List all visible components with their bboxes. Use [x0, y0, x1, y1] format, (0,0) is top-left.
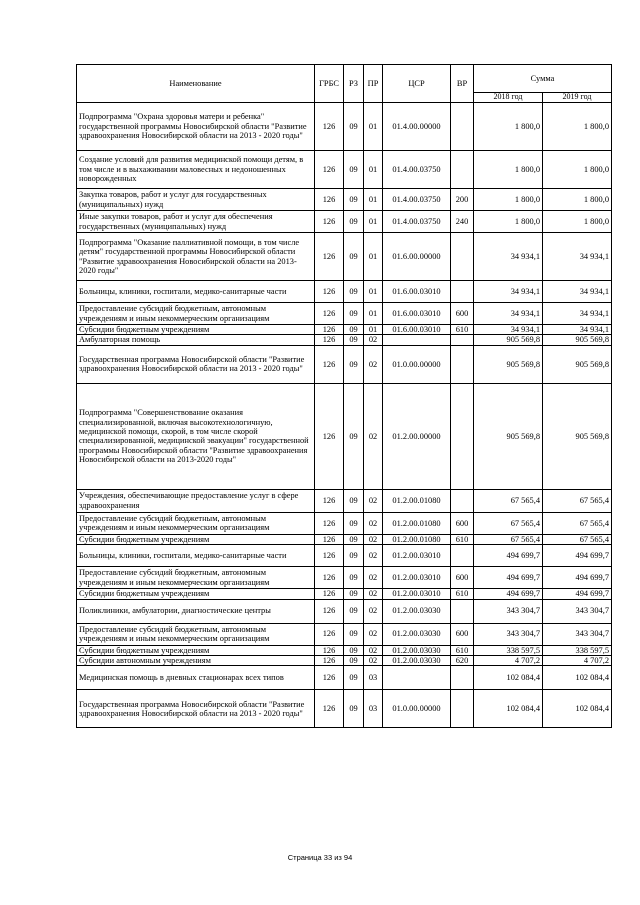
row-csr: 01.6.00.03010 — [383, 303, 451, 325]
row-rz: 09 — [344, 383, 364, 489]
table-row — [77, 325, 612, 335]
row-name: Предоставление субсидий бюджетным, автономным учреждениям и иным некоммерческим организациям — [77, 512, 315, 534]
row-sum-2019: 67 565,4 — [543, 534, 612, 544]
row-name: Медицинская помощь в дневных стационарах всех типов — [77, 666, 315, 690]
table-row — [77, 189, 612, 211]
row-pr: 01 — [364, 151, 383, 189]
row-sum-2019: 67 565,4 — [543, 512, 612, 534]
row-rz: 09 — [344, 281, 364, 303]
row-pr: 02 — [364, 534, 383, 544]
row-rz: 09 — [344, 489, 364, 512]
row-name: Больницы, клиники, госпитали, медико-санитарные части — [77, 545, 315, 567]
row-sum-2018: 494 699,7 — [474, 567, 543, 589]
row-grbs: 126 — [315, 545, 344, 567]
table-row — [77, 345, 612, 383]
row-sum-2019: 67 565,4 — [543, 489, 612, 512]
row-rz: 09 — [344, 656, 364, 666]
row-sum-2018: 1 800,0 — [474, 151, 543, 189]
row-grbs: 126 — [315, 599, 344, 623]
table-row — [77, 656, 612, 666]
row-sum-2019: 1 800,0 — [543, 189, 612, 211]
row-sum-2018: 34 934,1 — [474, 303, 543, 325]
row-sum-2018: 338 597,5 — [474, 645, 543, 655]
header-csr: ЦСР — [383, 65, 451, 103]
row-sum-2018: 67 565,4 — [474, 489, 543, 512]
row-sum-2019: 905 569,8 — [543, 383, 612, 489]
row-vr — [451, 599, 474, 623]
row-pr: 01 — [364, 281, 383, 303]
row-sum-2019: 343 304,7 — [543, 623, 612, 645]
row-sum-2018: 905 569,8 — [474, 335, 543, 345]
table-row — [77, 645, 612, 655]
row-sum-2019: 494 699,7 — [543, 545, 612, 567]
row-name: Амбулаторная помощь — [77, 335, 315, 345]
row-csr: 01.2.00.03010 — [383, 589, 451, 599]
row-csr: 01.2.00.03010 — [383, 545, 451, 567]
row-vr — [451, 383, 474, 489]
row-name: Учреждения, обеспечивающие предоставление услуг в сфере здравоохранения — [77, 489, 315, 512]
row-grbs: 126 — [315, 151, 344, 189]
header-year-2019: 2019 год — [543, 93, 612, 103]
table-row — [77, 383, 612, 489]
row-vr — [451, 690, 474, 728]
row-pr: 02 — [364, 489, 383, 512]
row-csr: 01.4.00.03750 — [383, 151, 451, 189]
row-csr: 01.6.00.03010 — [383, 325, 451, 335]
row-sum-2019: 494 699,7 — [543, 567, 612, 589]
row-name: Субсидии бюджетным учреждениям — [77, 325, 315, 335]
row-rz: 09 — [344, 623, 364, 645]
row-name: Предоставление субсидий бюджетным, автономным учреждениям и иным некоммерческим организациям — [77, 623, 315, 645]
row-grbs: 126 — [315, 656, 344, 666]
row-name: Субсидии бюджетным учреждениям — [77, 534, 315, 544]
row-sum-2019: 1 800,0 — [543, 103, 612, 151]
row-grbs: 126 — [315, 383, 344, 489]
row-pr: 02 — [364, 623, 383, 645]
row-rz: 09 — [344, 335, 364, 345]
row-pr: 02 — [364, 545, 383, 567]
row-csr: 01.4.00.00000 — [383, 103, 451, 151]
table-row — [77, 281, 612, 303]
row-csr — [383, 666, 451, 690]
row-name: Подпрограмма "Оказание паллиативной помощи, в том числе детям" государственной программы Новосибирской области "Развитие здравоохранения Новосибирской области на 2013-2020 годы" — [77, 233, 315, 281]
row-name: Подпрограмма "Совершенствование оказания специализированной, включая высокотехнологичную, медицинской помощи, скорой, в том числе скорой специализированной, медицинской эвакуации" государственной программы Новосибирской области "Развитие здравоохранения Новосибирской области на 2013-2020 годы" — [77, 383, 315, 489]
row-sum-2018: 1 800,0 — [474, 189, 543, 211]
table-body — [77, 103, 612, 728]
table-row — [77, 534, 612, 544]
row-csr: 01.2.00.03030 — [383, 623, 451, 645]
row-csr: 01.6.00.00000 — [383, 233, 451, 281]
row-vr — [451, 335, 474, 345]
header-year-2018: 2018 год — [474, 93, 543, 103]
row-grbs: 126 — [315, 645, 344, 655]
row-grbs: 126 — [315, 345, 344, 383]
row-name: Предоставление субсидий бюджетным, автономным учреждениям и иным некоммерческим организациям — [77, 303, 315, 325]
row-csr: 01.2.00.01080 — [383, 489, 451, 512]
row-pr: 01 — [364, 103, 383, 151]
header-sum: Сумма — [474, 65, 612, 93]
row-sum-2019: 102 084,4 — [543, 666, 612, 690]
row-grbs: 126 — [315, 103, 344, 151]
row-sum-2019: 34 934,1 — [543, 233, 612, 281]
table-row — [77, 545, 612, 567]
row-csr: 01.4.00.03750 — [383, 189, 451, 211]
row-sum-2018: 4 707,2 — [474, 656, 543, 666]
row-pr: 02 — [364, 383, 383, 489]
row-sum-2018: 102 084,4 — [474, 690, 543, 728]
row-sum-2018: 1 800,0 — [474, 103, 543, 151]
row-csr: 01.0.00.00000 — [383, 345, 451, 383]
row-csr: 01.2.00.00000 — [383, 383, 451, 489]
row-pr: 01 — [364, 189, 383, 211]
row-csr: 01.2.00.01080 — [383, 512, 451, 534]
row-csr: 01.4.00.03750 — [383, 211, 451, 233]
row-rz: 09 — [344, 690, 364, 728]
row-name: Больницы, клиники, госпитали, медико-санитарные части — [77, 281, 315, 303]
header-vr: ВР — [451, 65, 474, 103]
row-grbs: 126 — [315, 335, 344, 345]
table-row — [77, 512, 612, 534]
row-vr: 620 — [451, 656, 474, 666]
table-row — [77, 335, 612, 345]
row-grbs: 126 — [315, 189, 344, 211]
row-pr: 01 — [364, 233, 383, 281]
budget-table — [76, 64, 612, 728]
row-vr: 610 — [451, 534, 474, 544]
row-name: Предоставление субсидий бюджетным, автономным учреждениям и иным некоммерческим организациям — [77, 567, 315, 589]
row-vr — [451, 233, 474, 281]
table-row — [77, 233, 612, 281]
row-pr: 02 — [364, 512, 383, 534]
row-sum-2018: 34 934,1 — [474, 233, 543, 281]
row-name: Субсидии бюджетным учреждениям — [77, 589, 315, 599]
table-header — [77, 65, 612, 103]
row-sum-2019: 338 597,5 — [543, 645, 612, 655]
row-pr: 02 — [364, 589, 383, 599]
row-csr: 01.2.00.03030 — [383, 656, 451, 666]
row-name: Государственная программа Новосибирской области "Развитие здравоохранения Новосибирской области на 2013 - 2020 годы" — [77, 345, 315, 383]
row-rz: 09 — [344, 303, 364, 325]
row-name: Поликлиники, амбулатории, диагностические центры — [77, 599, 315, 623]
row-vr — [451, 281, 474, 303]
row-vr: 600 — [451, 303, 474, 325]
row-sum-2019: 494 699,7 — [543, 589, 612, 599]
row-pr: 02 — [364, 599, 383, 623]
row-pr: 02 — [364, 656, 383, 666]
row-grbs: 126 — [315, 233, 344, 281]
table-row — [77, 666, 612, 690]
row-sum-2018: 102 084,4 — [474, 666, 543, 690]
row-grbs: 126 — [315, 567, 344, 589]
table-row — [77, 690, 612, 728]
row-sum-2018: 343 304,7 — [474, 623, 543, 645]
row-sum-2018: 67 565,4 — [474, 512, 543, 534]
row-grbs: 126 — [315, 666, 344, 690]
row-sum-2018: 67 565,4 — [474, 534, 543, 544]
row-rz: 09 — [344, 103, 364, 151]
row-grbs: 126 — [315, 623, 344, 645]
table-row — [77, 303, 612, 325]
row-rz: 09 — [344, 666, 364, 690]
page-number: Страница 33 из 94 — [287, 853, 353, 862]
row-sum-2019: 102 084,4 — [543, 690, 612, 728]
row-pr: 02 — [364, 567, 383, 589]
row-vr: 600 — [451, 567, 474, 589]
row-rz: 09 — [344, 325, 364, 335]
row-rz: 09 — [344, 589, 364, 599]
row-grbs: 126 — [315, 303, 344, 325]
row-name: Субсидии бюджетным учреждениям — [77, 645, 315, 655]
row-sum-2019: 34 934,1 — [543, 303, 612, 325]
row-vr: 610 — [451, 325, 474, 335]
row-grbs: 126 — [315, 534, 344, 544]
row-csr: 01.2.00.03030 — [383, 599, 451, 623]
row-sum-2019: 905 569,8 — [543, 345, 612, 383]
row-sum-2019: 343 304,7 — [543, 599, 612, 623]
row-sum-2019: 1 800,0 — [543, 211, 612, 233]
row-name: Закупка товаров, работ и услуг для государственных (муниципальных) нужд — [77, 189, 315, 211]
header-rz: РЗ — [344, 65, 364, 103]
row-name: Подпрограмма "Охрана здоровья матери и ребенка" государственной программы Новосибирской области "Развитие здравоохранения Новосибирской области на 2013 - 2020 годы" — [77, 103, 315, 151]
row-sum-2018: 905 569,8 — [474, 345, 543, 383]
row-name: Иные закупки товаров, работ и услуг для обеспечения государственных (муниципальных) нужд — [77, 211, 315, 233]
table-row — [77, 103, 612, 151]
row-csr: 01.0.00.00000 — [383, 690, 451, 728]
table-row — [77, 567, 612, 589]
row-rz: 09 — [344, 599, 364, 623]
row-sum-2019: 905 569,8 — [543, 335, 612, 345]
row-grbs: 126 — [315, 211, 344, 233]
row-pr: 02 — [364, 335, 383, 345]
row-csr: 01.2.00.03030 — [383, 645, 451, 655]
row-pr: 01 — [364, 303, 383, 325]
row-rz: 09 — [344, 567, 364, 589]
row-rz: 09 — [344, 545, 364, 567]
row-vr: 200 — [451, 189, 474, 211]
row-sum-2019: 34 934,1 — [543, 281, 612, 303]
row-sum-2018: 494 699,7 — [474, 545, 543, 567]
row-pr: 01 — [364, 325, 383, 335]
row-csr: 01.2.00.01080 — [383, 534, 451, 544]
row-grbs: 126 — [315, 589, 344, 599]
row-sum-2018: 1 800,0 — [474, 211, 543, 233]
row-grbs: 126 — [315, 512, 344, 534]
row-rz: 09 — [344, 512, 364, 534]
row-vr — [451, 345, 474, 383]
table-row — [77, 599, 612, 623]
row-rz: 09 — [344, 534, 364, 544]
table-row — [77, 623, 612, 645]
row-vr: 600 — [451, 623, 474, 645]
row-grbs: 126 — [315, 325, 344, 335]
row-csr: 01.6.00.03010 — [383, 281, 451, 303]
row-rz: 09 — [344, 211, 364, 233]
table-row — [77, 589, 612, 599]
row-vr: 610 — [451, 589, 474, 599]
row-vr: 600 — [451, 512, 474, 534]
row-vr: 610 — [451, 645, 474, 655]
row-vr: 240 — [451, 211, 474, 233]
row-sum-2018: 34 934,1 — [474, 281, 543, 303]
table-row — [77, 489, 612, 512]
row-name: Создание условий для развития медицинской помощи детям, в том числе и в выхаживании маловесных и недоношенных новорожденных — [77, 151, 315, 189]
row-rz: 09 — [344, 189, 364, 211]
header-pr: ПР — [364, 65, 383, 103]
row-csr: 01.2.00.03010 — [383, 567, 451, 589]
row-rz: 09 — [344, 645, 364, 655]
row-vr — [451, 151, 474, 189]
row-sum-2019: 4 707,2 — [543, 656, 612, 666]
row-vr — [451, 103, 474, 151]
table-row — [77, 151, 612, 189]
row-vr — [451, 545, 474, 567]
row-grbs: 126 — [315, 489, 344, 512]
row-sum-2018: 34 934,1 — [474, 325, 543, 335]
row-sum-2019: 1 800,0 — [543, 151, 612, 189]
row-pr: 03 — [364, 666, 383, 690]
row-pr: 03 — [364, 690, 383, 728]
row-pr: 01 — [364, 211, 383, 233]
row-sum-2019: 34 934,1 — [543, 325, 612, 335]
row-pr: 02 — [364, 345, 383, 383]
row-sum-2018: 905 569,8 — [474, 383, 543, 489]
header-grbs: ГРБС — [315, 65, 344, 103]
row-grbs: 126 — [315, 690, 344, 728]
row-vr — [451, 666, 474, 690]
row-pr: 02 — [364, 645, 383, 655]
row-name: Субсидии автономным учреждениям — [77, 656, 315, 666]
header-name: Наименование — [77, 65, 315, 103]
row-rz: 09 — [344, 345, 364, 383]
row-csr — [383, 335, 451, 345]
row-sum-2018: 343 304,7 — [474, 599, 543, 623]
row-rz: 09 — [344, 151, 364, 189]
row-rz: 09 — [344, 233, 364, 281]
row-vr — [451, 489, 474, 512]
row-sum-2018: 494 699,7 — [474, 589, 543, 599]
table-row — [77, 211, 612, 233]
row-grbs: 126 — [315, 281, 344, 303]
row-name: Государственная программа Новосибирской области "Развитие здравоохранения Новосибирской области на 2013 - 2020 годы" — [77, 690, 315, 728]
